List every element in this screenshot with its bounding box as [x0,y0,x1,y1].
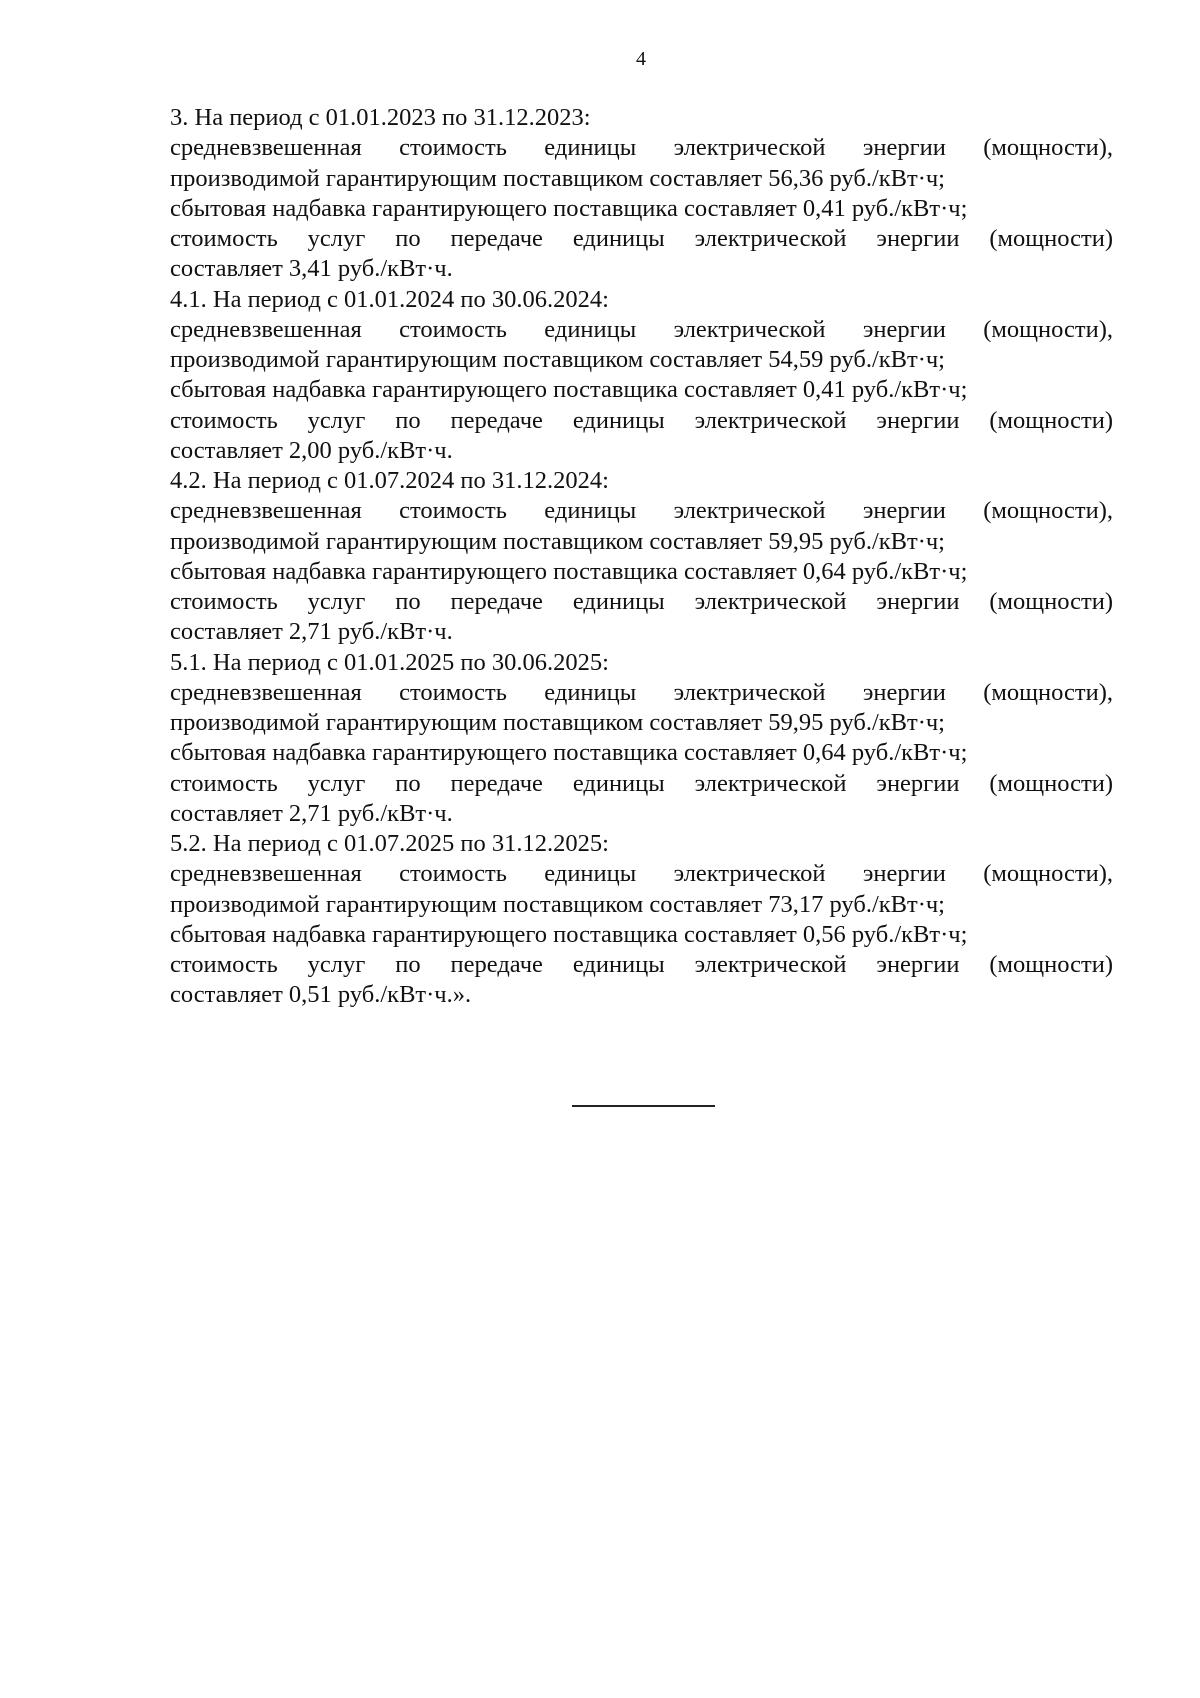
markup-text: сбытовая надбавка гарантирующего поставщика составляет 0,56 руб./кВт·ч; [170,920,968,948]
transfer-text-line-1: стоимость услуг по передаче единицы электрической энергии (мощности) [170,406,1113,434]
cost-text-line-2: производимой гарантирующим поставщиком составляет 54,59 руб./кВт·ч; [170,346,945,373]
transfer-text-line-1: стоимость услуг по передаче единицы электрической энергии (мощности) [170,225,1113,252]
period-section-2025-h2 [170,829,1113,1011]
document-body [170,103,1113,1011]
markup-text: сбытовая надбавка гарантирующего поставщика составляет 0,64 руб./кВт·ч; [170,557,968,585]
cost-text-line-2: производимой гарантирующим поставщиком составляет 59,95 руб./кВт·ч; [170,709,945,736]
transfer-text-line-2: составляет 2,71 руб./кВт·ч. [170,799,453,827]
period-section-2025-h1 [170,648,1113,830]
end-separator-line [572,1105,715,1107]
cost-text-line-2: производимой гарантирующим поставщиком составляет 73,17 руб./кВт·ч; [170,890,945,918]
markup-text: сбытовая надбавка гарантирующего поставщика составляет 0,64 руб./кВт·ч; [170,739,968,767]
markup-text: сбытовая надбавка гарантирующего поставщика составляет 0,41 руб./кВт·ч; [170,376,968,404]
transfer-text-line-1: стоимость услуг по передаче единицы электрической энергии (мощности) [170,769,1113,797]
cost-text-line-1: средневзвешенная стоимость единицы электрической энергии (мощности), [170,860,1113,888]
cost-text-line-1: средневзвешенная стоимость единицы электрической энергии (мощности), [170,134,1113,162]
markup-text: сбытовая надбавка гарантирующего поставщика составляет 0,41 руб./кВт·ч; [170,194,968,222]
period-heading: 4.1. На период с 01.01.2024 по 30.06.2024: [170,285,609,313]
transfer-text-line-2: составляет 2,71 руб./кВт·ч. [170,618,453,646]
cost-text-line-1: средневзвешенная стоимость единицы электрической энергии (мощности), [170,497,1113,525]
transfer-text-line-1: стоимость услуг по передаче единицы электрической энергии (мощности) [170,588,1113,615]
period-heading: 5.2. На период с 01.07.2025 по 31.12.2025: [170,830,609,857]
transfer-text-line-1: стоимость услуг по передаче единицы электрической энергии (мощности) [170,951,1113,978]
period-section-2024-h2 [170,466,1113,648]
period-heading: 3. На период с 01.01.2023 по 31.12.2023: [170,104,591,131]
period-section-2024-h1 [170,285,1113,467]
cost-text-line-1: средневзвешенная стоимость единицы электрической энергии (мощности), [170,678,1113,706]
period-heading: 4.2. На период с 01.07.2024 по 31.12.2024: [170,467,609,494]
cost-text-line-1: средневзвешенная стоимость единицы электрической энергии (мощности), [170,315,1113,343]
period-heading: 5.1. На период с 01.01.2025 по 30.06.2025: [170,648,609,676]
period-section-2023 [170,103,1113,285]
cost-text-line-2: производимой гарантирующим поставщиком составляет 56,36 руб./кВт·ч; [170,164,945,192]
transfer-text-line-2: составляет 0,51 руб./кВт·ч.». [170,981,472,1009]
page-number: 4 [636,48,646,70]
cost-text-line-2: производимой гарантирующим поставщиком составляет 59,95 руб./кВт·ч; [170,527,945,555]
transfer-text-line-2: составляет 3,41 руб./кВт·ч. [170,255,453,283]
transfer-text-line-2: составляет 2,00 руб./кВт·ч. [170,436,453,464]
